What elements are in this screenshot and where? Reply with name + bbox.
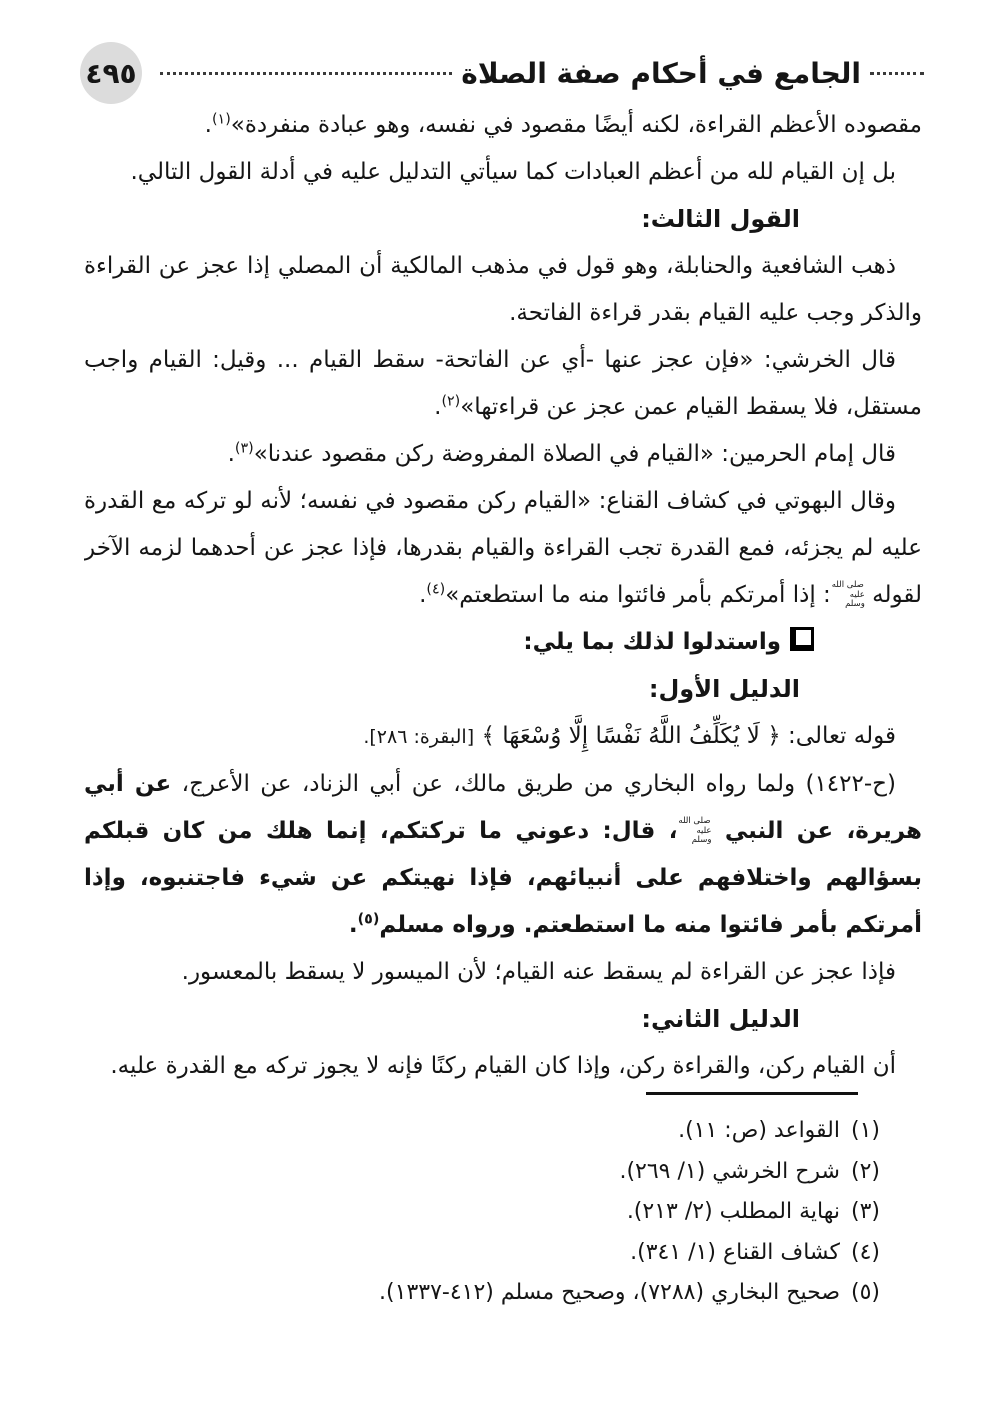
heading-first-evidence: الدليل الأول:: [648, 675, 800, 703]
footnote-item: [90, 1111, 880, 1152]
footnote-marker-4: (٤): [426, 581, 446, 598]
paragraph-quote-continuation: مقصوده الأعظم القراءة، لكنه أيضًا مقصود في نفسه، وهو عبادة منفردة»$^{(١)}$.: [204, 111, 922, 138]
footnote-item: [90, 1152, 880, 1193]
footnote-text: نهاية المطلب (٢/ ٢١٣).: [626, 1199, 840, 1224]
footnote-item: [90, 1273, 880, 1314]
footnote-number: (٥): [850, 1280, 880, 1305]
page-body: [84, 102, 922, 1102]
paragraph-rukn-argument: أن القيام ركن، والقراءة ركن، وإذا كان القيام ركنًا فإنه لا يجوز تركه مع القدرة عليه.: [110, 1053, 896, 1079]
footnote-text: شرح الخرشي (١/ ٢٦٩).: [619, 1158, 840, 1184]
paragraph-qiyam-greatness: بل إن القيام لله من أعظم العبادات كما سيأتي التدليل عليه في أدلة القول التالي.: [130, 159, 896, 185]
footnote-number: (٣): [850, 1199, 880, 1224]
saw-ligature-icon: صلى الله عليه وسلم: [678, 816, 712, 846]
heading-third-opinion: القول الثالث:: [641, 205, 800, 233]
paragraph-madhhab-view: ذهب الشافعية والحنابلة، وهو قول في مذهب المالكية أن المصلي إذا عجز عن القراءة والذكر وجب عليه القيام بقدر قراءة الفاتحة.: [84, 253, 922, 326]
page-number-badge: [80, 42, 142, 104]
paragraph-maysur-rule: فإذا عجز عن القراءة لم يسقط عنه القيام؛ لأن الميسور لا يسقط بالمعسور.: [181, 959, 896, 985]
quran-verse: ﴿ لَا يُكَلِّفُ اللَّهُ نَفْسًا إِلَّا وُسْعَهَا ﴾: [481, 723, 781, 749]
dotted-leader-right: [870, 72, 924, 75]
footnote-marker-1: (١): [211, 111, 231, 128]
heading-second-evidence: الدليل الثاني:: [641, 1005, 800, 1033]
footnote-number: (١): [850, 1118, 880, 1143]
footnote-number: (٢): [850, 1158, 880, 1184]
footnotes-section: [90, 1092, 880, 1314]
paragraph-kharashi-quote: قال الخرشي: «فإن عجز عنها -أي عن الفاتحة- سقط القيام ... وقيل: القيام واجب مستقل، فلا يسقط القيام عمن عجز عن قراءتها»$^{(٢)}$.: [84, 347, 922, 420]
verse-reference: [البقرة: ٢٨٦].: [363, 726, 475, 748]
footnote-marker-2: (٢): [441, 393, 461, 410]
footnote-separator-rule: [646, 1092, 858, 1095]
book-title: الجامع في أحكام صفة الصلاة: [461, 56, 861, 90]
paragraph-hadith: (ح-١٤٢٢) ولما رواه البخاري من طريق مالك، عن أبي الزناد، عن الأعرج، عن أبي هريرة، عن النبي صلى الله عليه وسلم ، قال: دعوني ما تركتكم، إنما هلك من كان قبلكم بسؤالهم واختلافهم على أنبيائهم، فإذا نهيتكم عن شيء فاجتنبوه، وإذا أمرتكم بأمر فائتوا منه ما استطعتم. ورواه مسلم$^{(٥)}$.: [84, 771, 922, 938]
saw-ligature-icon: صلى الله عليه وسلم: [831, 580, 865, 610]
footnote-marker-3: (٣): [234, 440, 254, 457]
footnote-text: القواعد (ص: ١١).: [678, 1118, 840, 1143]
dotted-leader-left: [160, 72, 452, 75]
footnote-text: صحيح البخاري (٧٢٨٨)، وصحيح مسلم (٤١٢-١٣٣٧).: [379, 1280, 840, 1305]
paragraph-imam-haramayn-quote: قال إمام الحرمين: «القيام في الصلاة المفروضة ركن مقصود عندنا»$^{(٣)}$.: [227, 440, 896, 467]
paragraph-quran-verse: قوله تعالى: ﴿ لَا يُكَلِّفُ اللَّهُ نَفْسًا إِلَّا وُسْعَهَا ﴾ [البقرة: ٢٨٦].: [363, 723, 896, 749]
footnote-text: كشاف القناع (١/ ٣٤١).: [630, 1239, 840, 1265]
footnote-number: (٤): [850, 1239, 880, 1265]
footnote-marker-5: (٥): [357, 911, 380, 928]
footnote-item: [90, 1192, 880, 1233]
square-bullet-icon: [790, 627, 814, 651]
page-number: ٤٩٥: [85, 56, 137, 90]
page-header: [78, 40, 924, 106]
evidence-intro-line: واستدلوا لذلك بما يلي:: [84, 619, 814, 666]
footnote-item: [90, 1233, 880, 1274]
paragraph-buhuti-quote: وقال البهوتي في كشاف القناع: «القيام ركن مقصود في نفسه؛ لأنه لو تركه مع القدرة عليه لم يجزئه، فمع القدرة تجب القراءة والقيام بقدرها، فإذا عجز عن أحدهما لزمه الآخر لقوله صلى الله عليه وسلم : إذا أمرتكم بأمر فائتوا منه ما استطعتم»$^{(٤)}$.: [84, 488, 922, 610]
